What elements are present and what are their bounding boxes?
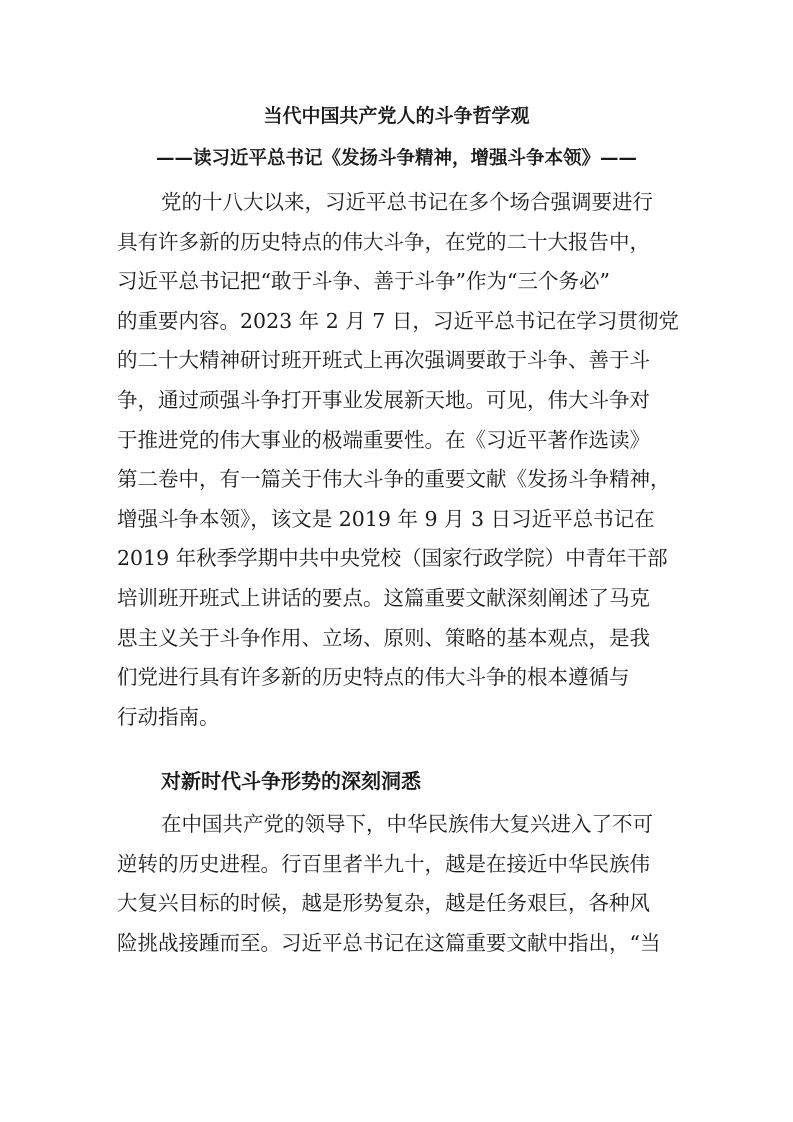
paragraph-line: 们党进行具有许多新的历史特点的伟大斗争的根本遵循与 [117,665,630,690]
intro-paragraph [117,183,677,737]
paragraph-line: 争，通过顽强斗争打开事业发展新天地。可见，伟大斗争对 [117,387,650,412]
paragraph-line: 第二卷中，有一篇关于伟大斗争的重要文献《发扬斗争精神， [117,467,671,492]
paragraph-line: 逆转的历史进程。行百里者半九十，越是在接近中华民族伟 [117,851,650,876]
paragraph-line: 具有许多新的历史特点的伟大斗争，在党的二十大报告中， [117,229,650,254]
section-paragraph [117,805,677,963]
paragraph-line: 险挑战接踵而至。习近平总书记在这篇重要文献中指出，“当 [117,930,661,955]
paragraph-line: 思主义关于斗争作用、立场、原则、策略的基本观点，是我 [117,625,650,650]
paragraph-line: 于推进党的伟大事业的极端重要性。在《习近平著作选读》 [117,427,650,452]
document-subtitle: ——读习近平总书记《发扬斗争精神，增强斗争本领》—— [155,148,637,169]
paragraph-line: 在中国共产党的领导下，中华民族伟大复兴进入了不可 [161,812,653,836]
paragraph-line: 的重要内容。2023 年 2 月 7 日，习近平总书记在学习贯彻党 [117,308,679,333]
paragraph-line: 增强斗争本领》，该文是 2019 年 9 月 3 日习近平总书记在 [117,506,655,531]
paragraph-line: 行动指南。 [117,704,220,729]
paragraph-line: 大复兴目标的时候，越是形势复杂，越是任务艰巨，各种风 [117,891,650,916]
paragraph-line: 习近平总书记把“敢于斗争、善于斗争”作为“三个务必” [117,269,610,294]
paragraph-line: 的二十大精神研讨班开班式上再次强调要敢于斗争、善于斗 [117,348,650,373]
paragraph-line: 培训班开班式上讲话的要点。这篇重要文献深刻阐述了马克 [117,585,650,610]
document-title: 当代中国共产党人的斗争哲学观 [263,105,530,127]
paragraph-line: 党的十八大以来，习近平总书记在多个场合强调要进行 [161,190,653,214]
paragraph-line: 2019 年秋季学期中共中央党校（国家行政学院）中青年干部 [117,546,668,571]
section-heading: 对新时代斗争形势的深刻洞悉 [161,769,421,793]
